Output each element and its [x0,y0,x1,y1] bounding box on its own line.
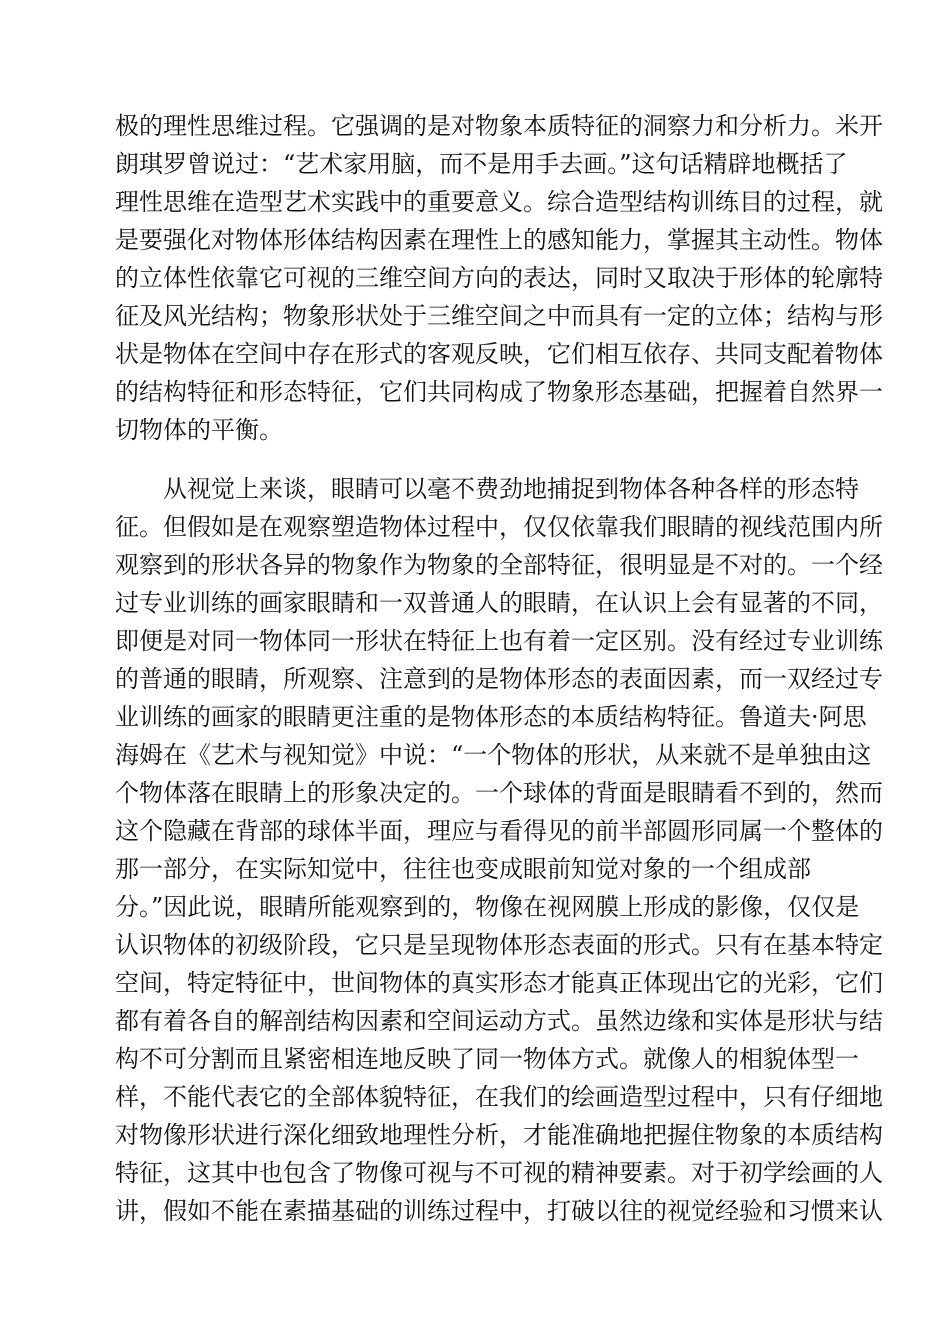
text-line: 理性思维在造型艺术实践中的重要意义。综合造型结构训练目的过程，就 [115,188,883,216]
text-line: 空间，特定特征中，世间物体的真实形态才能真正体现出它的光彩，它们 [115,969,883,997]
text-line: 过专业训练的画家眼睛和一双普通人的眼睛，在认识上会有显著的不同， [115,589,883,617]
text-line: 切物体的平衡。 [115,416,283,444]
text-line: 从视觉上来谈，眼睛可以毫不费劲地捕捉到物体各种各样的形态特 [163,475,859,503]
text-line: 即便是对同一物体同一形状在特征上也有着一定区别。没有经过专业训练 [115,627,883,655]
text-line: 征。但假如是在观察塑造物体过程中，仅仅依靠我们眼睛的视线范围内所 [115,513,883,541]
text-line: 讲，假如不能在素描基础的训练过程中，打破以往的视觉经验和习惯来认 [115,1197,883,1225]
text-line: 的结构特征和形态特征，它们共同构成了物象形态基础，把握着自然界一 [115,378,883,406]
text-line: 业训练的画家的眼睛更注重的是物体形态的本质结构特征。鲁道夫·阿思 [115,703,867,731]
text-line: 的普通的眼睛，所观察、注意到的是物体形态的表面因素，而一双经过专 [115,665,883,693]
text-line: 的立体性依靠它可视的三维空间方向的表达，同时又取决于形体的轮廓特 [115,264,883,292]
text-line: 样，不能代表它的全部体貌特征，在我们的绘画造型过程中，只有仔细地 [115,1083,883,1111]
text-line: 朗琪罗曾说过：“艺术家用脑，而不是用手去画。”这句话精辟地概括了 [115,150,848,178]
text-line: 极的理性思维过程。它强调的是对物象本质特征的洞察力和分析力。米开 [115,112,883,140]
text-line: 这个隐藏在背部的球体半面，理应与看得见的前半部圆形同属一个整体的 [115,817,883,845]
text-line: 分。”因此说，眼睛所能观察到的，物像在视网膜上形成的影像，仅仅是 [115,893,860,921]
text-line: 特征，这其中也包含了物像可视与不可视的精神要素。对于初学绘画的人 [115,1159,883,1187]
text-line: 是要强化对物体形体结构因素在理性上的感知能力，掌握其主动性。物体 [115,226,883,254]
text-line: 个物体落在眼睛上的形象决定的。一个球体的背面是眼睛看不到的，然而 [115,779,883,807]
text-line: 构不可分割而且紧密相连地反映了同一物体方式。就像人的相貌体型一 [115,1045,859,1073]
text-line: 征及风光结构；物象形状处于三维空间之中而具有一定的立体；结构与形 [115,302,883,330]
text-line: 观察到的形状各异的物象作为物象的全部特征，很明显是不对的。一个经 [115,551,883,579]
text-line: 海姆在《艺术与视知觉》中说：“一个物体的形状，从来就不是单独由这 [115,741,872,769]
text-line: 认识物体的初级阶段，它只是呈现物体形态表面的形式。只有在基本特定 [115,931,883,959]
text-line: 那一部分，在实际知觉中，往往也变成眼前知觉对象的一个组成部 [115,855,811,883]
paragraph-2 [115,470,883,1230]
paragraph-1 [115,107,883,449]
text-line: 对物像形状进行深化细致地理性分析，才能准确地把握住物象的本质结构 [115,1121,883,1149]
text-line: 状是物体在空间中存在形式的客观反映，它们相互依存、共同支配着物体 [115,340,883,368]
text-line: 都有着各自的解剖结构因素和空间运动方式。虽然边缘和实体是形状与结 [115,1007,883,1035]
